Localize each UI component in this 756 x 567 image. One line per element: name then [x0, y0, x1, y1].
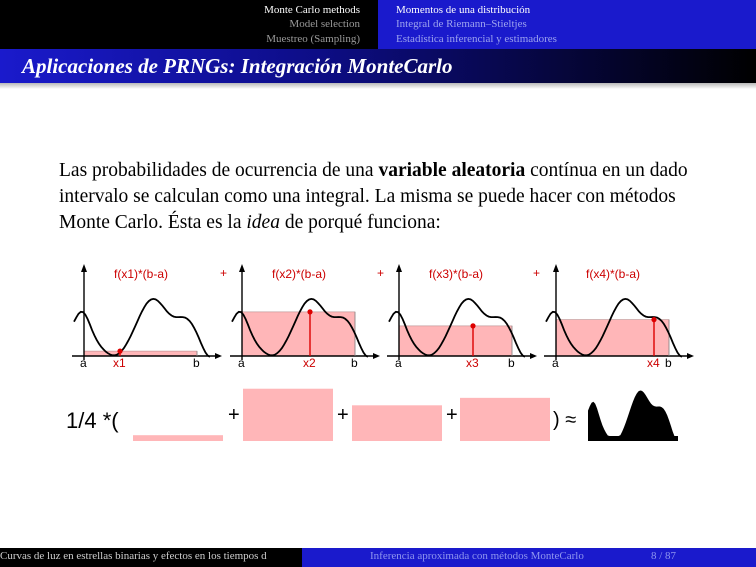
footer-page-number: 8 / 87 — [651, 550, 677, 562]
sum-plus-sign-2: + — [337, 404, 349, 426]
paragraph-italic-term: idea — [246, 212, 280, 233]
panel-2-x-axis-arrow — [373, 353, 380, 359]
paragraph-text-3: de porqué funciona: — [279, 212, 441, 233]
panel-1-formula-label: f(x1)*(b-a) — [114, 267, 169, 281]
plus-signs-row — [220, 266, 540, 280]
sum-prefix: 1/4 *( — [66, 408, 119, 433]
panel-4-sample-point — [651, 317, 656, 322]
panel-1-function-curve — [74, 299, 210, 357]
panel-1-b-label: b — [193, 356, 200, 370]
nav-section-monte-carlo[interactable]: Monte Carlo methods — [264, 4, 360, 16]
panel-3-area-rect — [399, 326, 512, 356]
paragraph-text-1: Las probabilidades de ocurrencia de una — [59, 160, 379, 181]
panel-1-a-label: a — [80, 356, 87, 370]
footer-talk-title: Inferencia aproximada con métodos MonteCarlo — [370, 550, 584, 562]
panel-4-formula-label: f(x4)*(b-a) — [586, 267, 641, 281]
sum-rect-2 — [243, 389, 333, 441]
panel-2-sample-label: x2 — [303, 356, 316, 370]
panel-4-b-label: b — [665, 356, 672, 370]
panel-3-b-label: b — [508, 356, 515, 370]
nav-subsection-estadistica[interactable]: Estadística inferencial y estimadores — [396, 33, 557, 45]
panel-4-a-label: a — [552, 356, 559, 370]
integral-silhouette — [588, 391, 678, 442]
nav-section-model-selection[interactable]: Model selection — [289, 18, 360, 30]
panel-1-sample-label: x1 — [113, 356, 126, 370]
panel-1-x-axis-arrow — [215, 353, 222, 359]
paragraph-text-2: contínua en un dado intervalo se calculan como una integral. La misma se puede hacer con métodos Monte Carlo. Ésta es la — [59, 160, 688, 233]
panel-4-y-axis-arrow — [553, 264, 559, 272]
sum-row — [66, 389, 678, 441]
sample-panel-3 — [387, 264, 537, 370]
sum-suffix: ) ≈ — [553, 409, 577, 431]
panel-2-area-rect — [242, 312, 355, 356]
sum-plus-sign-1: + — [228, 404, 240, 426]
sample-panel-4 — [544, 264, 694, 370]
panel-3-sample-point — [470, 323, 475, 328]
panel-4-sample-label: x4 — [647, 356, 660, 370]
panel-2-formula-label: f(x2)*(b-a) — [272, 267, 327, 281]
sample-panel-2 — [230, 264, 380, 370]
panel-2-sample-point — [307, 309, 312, 314]
sample-panel-1 — [72, 264, 222, 370]
panel-4-x-axis-arrow — [687, 353, 694, 359]
panel-1-y-axis-arrow — [81, 264, 87, 272]
panel-4-area-rect — [556, 320, 669, 356]
panel-plus-sign-2: + — [377, 266, 385, 280]
nav-subsection-momentos[interactable]: Momentos de una distribución — [396, 4, 531, 16]
panel-2-a-label: a — [238, 356, 245, 370]
footer-right — [302, 548, 756, 567]
panel-2-b-label: b — [351, 356, 358, 370]
footer-left — [0, 548, 302, 567]
panel-3-a-label: a — [395, 356, 402, 370]
panel-1-area-rect — [84, 351, 197, 356]
sum-rect-1 — [133, 435, 223, 441]
panel-1-sample-point — [117, 349, 122, 354]
paragraph-bold-term: variable aleatoria — [378, 160, 526, 181]
sum-rect-3 — [352, 405, 442, 441]
sum-plus-sign-3: + — [446, 404, 458, 426]
panel-3-y-axis-arrow — [396, 264, 402, 272]
footer — [0, 548, 756, 567]
nav-section-muestreo[interactable]: Muestreo (Sampling) — [266, 33, 360, 45]
footer-author-title: Curvas de luz en estrellas binarias y efectos en los tiempos d — [0, 550, 267, 562]
panel-3-formula-label: f(x3)*(b-a) — [429, 267, 484, 281]
sum-rect-4 — [460, 398, 550, 441]
nav-subsection-riemann[interactable]: Integral de Riemann–Stieltjes — [396, 18, 527, 30]
panel-3-x-axis-arrow — [530, 353, 537, 359]
panel-plus-sign-1: + — [220, 266, 228, 280]
frame-title: Aplicaciones de PRNGs: Integración MonteCarlo — [22, 54, 453, 78]
panel-2-y-axis-arrow — [239, 264, 245, 272]
panel-3-sample-label: x3 — [466, 356, 479, 370]
panel-plus-sign-3: + — [533, 266, 541, 280]
